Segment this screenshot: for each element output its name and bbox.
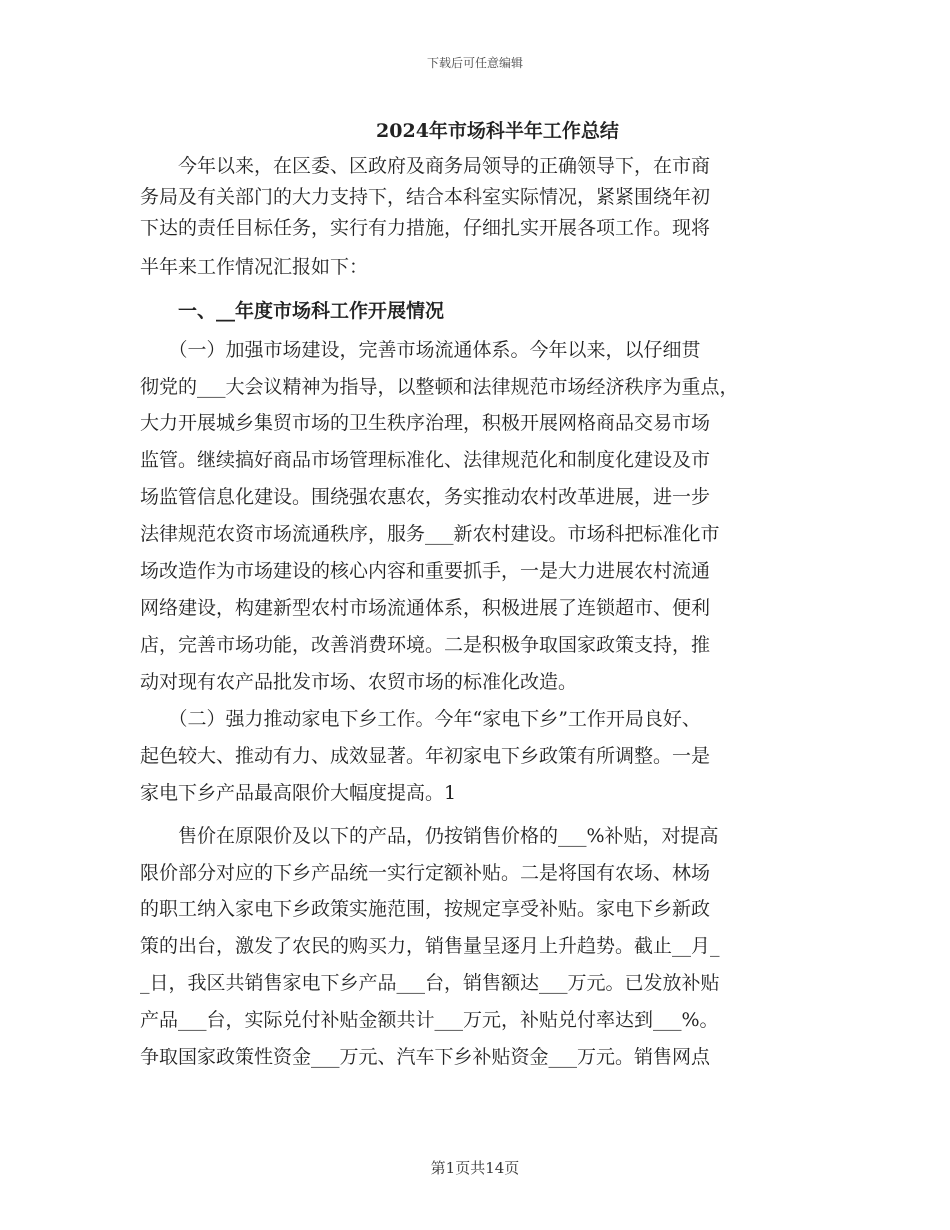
body-line: _日，我区共销售家电下乡产品___台，销售额达___万元。已发放补贴 (140, 972, 720, 994)
body-line: 网络建设，构建新型农村市场流通体系，积极进展了连锁超市、便利 (140, 597, 711, 619)
body-line: 店，完善市场功能，改善消费环境。二是积极争取国家政策支持，推 (140, 634, 711, 656)
header-note: 下载后可任意编辑 (426, 56, 523, 70)
body-line: 彻党的___大会议精神为指导，以整顿和法律规范市场经济秩序为重点， (140, 376, 739, 398)
body-line: （一）加强市场建设，完善市场流通体系。今年以来，以仔细贯 (140, 339, 701, 361)
body-line: 限价部分对应的下乡产品统一实行定额补贴。二是将国有农场、林场 (140, 862, 711, 884)
body-line: 大力开展城乡集贸市场的卫生秩序治理，积极开展网格商品交易市场 (140, 412, 711, 434)
body-line: 半年来工作情况汇报如下： (140, 256, 369, 278)
body-line: 产品___台，实际兑付补贴金额共计___万元，补贴兑付率达到___%。 (140, 1009, 719, 1031)
body-line: 法律规范农资市场流通秩序，服务___新农村建设。市场科把标准化市 (140, 523, 720, 545)
body-line: 起色较大、推动有力、成效显著。年初家电下乡政策有所调整。一是 (140, 745, 711, 767)
document-title: 2024年市场科半年工作总结 (376, 120, 619, 142)
body-line: （二）强力推动家电下乡工作。今年“家电下乡”工作开局良好、 (140, 708, 701, 730)
section-heading: 一、__年度市场科工作开展情况 (140, 300, 445, 322)
body-line: 售价在原限价及以下的产品，仍按销售价格的___%补贴，对提高 (140, 825, 719, 847)
body-line: 策的出台，激发了农民的购买力，销售量呈逐月上升趋势。截止__月_ (140, 935, 720, 957)
body-line: 监管。继续搞好商品市场管理标准化、法律规范化和制度化建设及市 (140, 449, 711, 471)
body-line: 务局及有关部门的大力支持下，结合本科室实际情况，紧紧围绕年初 (140, 186, 711, 208)
page-number-footer: 第1页共14页 (430, 1159, 520, 1177)
body-line: 场改造作为市场建设的核心内容和重要抓手，一是大力进展农村流通 (140, 560, 711, 582)
body-line: 场监管信息化建设。围绕强农惠农，务实推动农村改革进展，进一步 (140, 486, 711, 508)
body-line: 的职工纳入家电下乡政策实施范围，按规定享受补贴。家电下乡新政 (140, 898, 711, 920)
body-line: 下达的责任目标任务，实行有力措施，仔细扎实开展各项工作。现将 (140, 217, 711, 239)
body-line: 动对现有农产品批发市场、农贸市场的标准化改造。 (140, 671, 578, 693)
body-line: 家电下乡产品最高限价大幅度提高。1 (140, 782, 457, 804)
body-line: 争取国家政策性资金___万元、汽车下乡补贴资金___万元。销售网点 (140, 1046, 711, 1068)
body-line: 今年以来，在区委、区政府及商务局领导的正确领导下，在市商 (140, 155, 711, 177)
